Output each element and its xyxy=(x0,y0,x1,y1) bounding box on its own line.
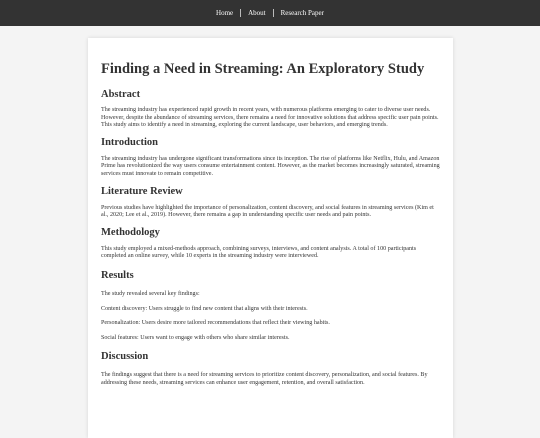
discussion-text: The findings suggest that there is a need for streaming services to prioritize content discovery, personalization, and social features. By addressing these needs, streaming services can enhance user engagement, retention, and overall satisfaction. xyxy=(101,372,428,386)
discussion-heading: Discussion xyxy=(101,351,149,363)
nav-link-about[interactable]: About xyxy=(248,8,266,17)
literature-review-heading: Literature Review xyxy=(101,185,183,197)
results-section xyxy=(101,269,441,342)
nav-link-research-paper[interactable]: Research Paper xyxy=(280,8,324,17)
methodology-section xyxy=(101,226,441,261)
paper-container xyxy=(88,38,453,438)
top-navigation xyxy=(0,0,540,26)
finding-social-features: Social features: Users want to engage with others who share similar interests. xyxy=(101,334,290,341)
introduction-text: The streaming industry has undergone significant transformations since its inception. The rise of platforms like Netflix, Hulu, and Amazon Prime has revolutionized the way users consume entertainment content. However, as the market becomes increasingly saturated, streaming services must innovate to remain competitive. xyxy=(101,155,440,177)
finding-content-discovery: Content discovery: Users struggle to find new content that aligns with their interests. xyxy=(101,305,308,312)
finding-personalization: Personalization: Users desire more tailored recommendations that reflect their viewing habits. xyxy=(101,320,330,327)
nav-link-home[interactable]: Home xyxy=(216,8,234,17)
introduction-heading: Introduction xyxy=(101,136,158,148)
abstract-text: The streaming industry has experienced rapid growth in recent years, with numerous platforms emerging to cater to diverse user needs. However, despite the abundance of streaming services, there remains a need for innovative solutions that address specific user pain points. This study aims to identify a need in streaming, exploring the current landscape, user behaviors, and emerging trends. xyxy=(101,107,439,129)
results-heading: Results xyxy=(101,269,134,281)
abstract-heading: Abstract xyxy=(101,89,141,100)
methodology-text: This study employed a mixed-methods approach, combining surveys, interviews, and content analysis. A total of 100 participants completed an online survey, while 10 experts in the streaming industry were interviewed. xyxy=(101,245,417,260)
discussion-section xyxy=(101,350,441,387)
introduction-section xyxy=(101,136,441,179)
literature-review-text: Previous studies have highlighted the importance of personalization, content discovery, and social features in streaming services (Kim et al., 2020; Lee et al., 2019). However, there remains a gap in understanding specific user needs and pain points. xyxy=(101,204,434,219)
paper-title: Finding a Need in Streaming: An Exploratory Study xyxy=(101,61,425,77)
results-intro: The study revealed several key findings: xyxy=(101,290,200,297)
abstract-section xyxy=(101,88,441,130)
literature-review-section xyxy=(101,185,441,220)
methodology-heading: Methodology xyxy=(101,226,160,238)
